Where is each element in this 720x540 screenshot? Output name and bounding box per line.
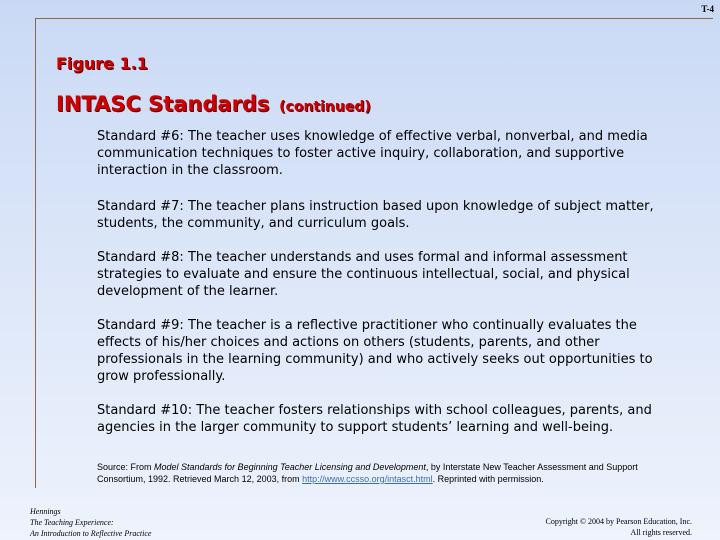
standard-10: Standard #10: The teacher fosters relationships with school colleagues, parents, and agencies in the larger community to support students’ learning and well-being. — [97, 403, 652, 435]
source-suffix: . Reprinted with permission. — [432, 474, 544, 484]
standard-8: Standard #8: The teacher understands and uses formal and informal assessment strategies to evaluate and ensure the continuous intellectual, social, and physical development of the learner. — [97, 250, 630, 299]
source-prefix: Source: From — [97, 462, 155, 472]
title-main: INTASC Standards — [56, 92, 270, 116]
footer-copyright — [546, 516, 693, 538]
source-citation — [97, 461, 657, 485]
page-title — [56, 92, 371, 116]
source-book-title: Model Standards for Beginning Teacher Licensing and Development — [154, 462, 426, 472]
figure-label: Figure 1.1 — [56, 54, 148, 73]
footer-book-subtitle: An Introduction to Reflective Practice — [30, 529, 152, 538]
source-link[interactable]: http://www.ccsso.org/intasct.html — [302, 474, 433, 484]
footer-author: Hennings — [30, 507, 61, 516]
standards-list — [97, 128, 657, 436]
footer-book-info — [30, 506, 151, 539]
standard-7: Standard #7: The teacher plans instruction based upon knowledge of subject matter, students, the community, and curriculum goals. — [97, 199, 654, 231]
standard-9: Standard #9: The teacher is a reflective practitioner who continually evaluates the effects of his/her choices and actions on others (students, parents, and other professionals in the learning community) and who actively seeks out opportunities to grow professionally. — [97, 318, 653, 384]
slide-id: T-4 — [701, 4, 714, 14]
source-middle: , by Interstate New Teacher Assessment and Support Consortium, 1992. Retrieved March 12, 2003, from — [97, 462, 638, 484]
footer-book-title: The Teaching Experience: — [30, 518, 114, 527]
copyright-line: Copyright © 2004 by Pearson Education, Inc. — [545, 517, 692, 526]
frame-top-rule — [35, 18, 713, 19]
standard-6: Standard #6: The teacher uses knowledge of effective verbal, nonverbal, and media communication techniques to foster active inquiry, collaboration, and supportive interaction in the classroom. — [97, 129, 648, 178]
frame-left-rule — [35, 18, 36, 488]
rights-line: All rights reserved. — [630, 528, 692, 537]
title-suffix: (continued) — [279, 99, 371, 115]
